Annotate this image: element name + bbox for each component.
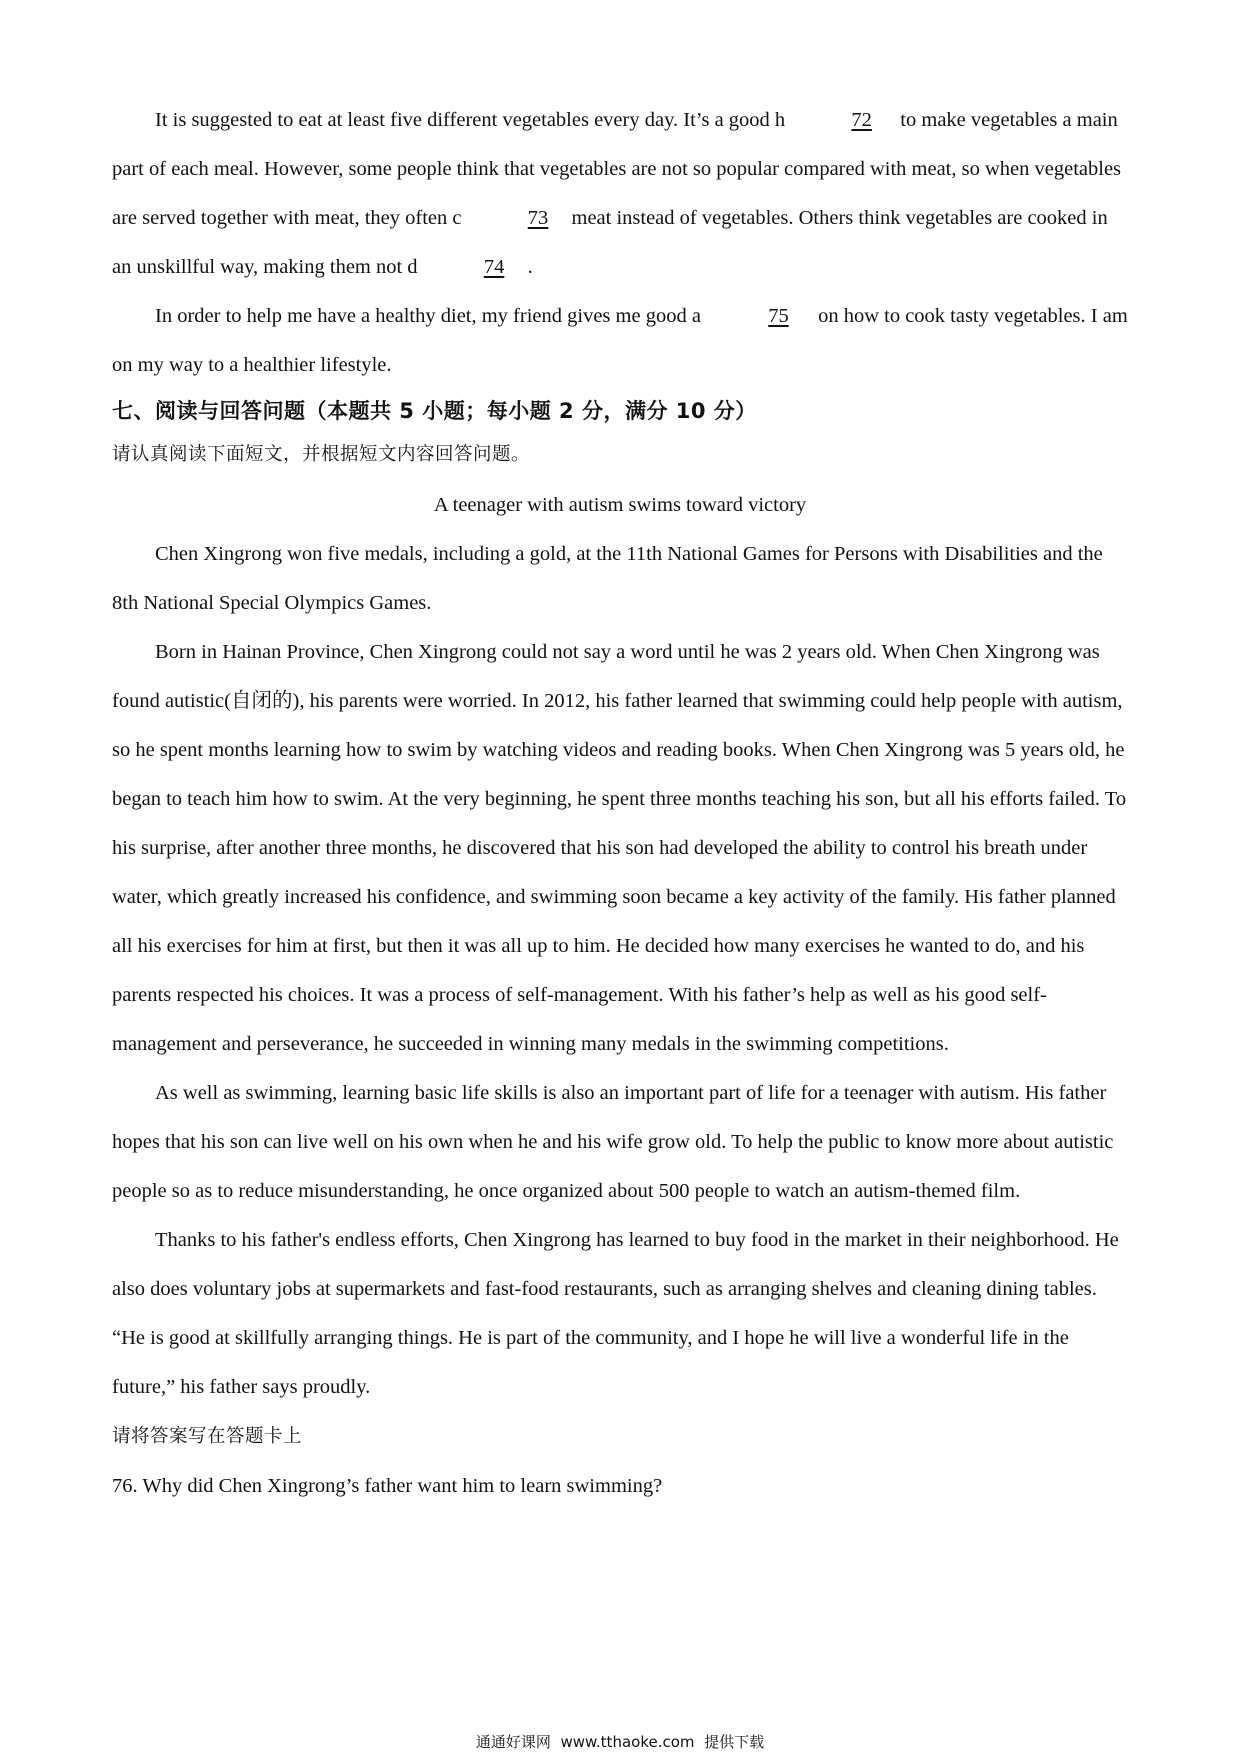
question-76: 76. Why did Chen Xingrong’s father want him to learn swimming?	[112, 1475, 663, 1497]
footer-url-link[interactable]: www.tthaoke.com	[560, 1733, 695, 1751]
cloze-text: on how to cook tasty vegetables. I am on my way to a healthier lifestyle.	[112, 305, 1128, 376]
section-instruction: 请认真阅读下面短文，并根据短文内容回答问题。	[112, 444, 531, 465]
footer-site-name: 通通好课网	[475, 1733, 551, 1751]
page-content	[112, 96, 1128, 1511]
article-paragraph-4: Thanks to his father's endless efforts, Chen Xingrong has learned to buy food in the market in their neighborhood. He also does voluntary jobs at supermarkets and fast-food restaurants, such as arranging shelves and cleaning dining tables. “He is good at skillfully arranging things. He is part of the community, and I hope he will live a wonderful life in the future,” his father says proudly.	[112, 1229, 1119, 1398]
answer-note: 请将答案写在答题卡上	[112, 1426, 303, 1447]
cloze-text: It is suggested to eat at least five different vegetables every day. It’s a good h	[155, 109, 786, 131]
cloze-paragraph-1	[112, 96, 1128, 292]
article-paragraph-3: As well as swimming, learning basic life skills is also an important part of life for a teenager with autism. His father hopes that his son can live well on his own when he and his wife grow old. To help the public to know more about autistic people so as to reduce misunderstanding, he once organized about 500 people to watch an autism-themed film.	[112, 1082, 1114, 1202]
footer-suffix: 提供下载	[704, 1733, 765, 1751]
cloze-text: to make vegetables a main part of each meal. However, some people think that vegetables are not so popular compared with meat, so when vegetables are served together with meat, they often c	[112, 109, 1122, 229]
blank-72: 72	[851, 109, 872, 131]
cloze-text: In order to help me have a healthy diet, my friend gives me good a	[155, 305, 701, 327]
section-heading: 七、阅读与回答问题（本题共 5 小题；每小题 2 分，满分 10 分）	[112, 399, 757, 423]
cloze-text: .	[527, 256, 533, 278]
page-footer	[0, 1732, 1240, 1752]
blank-73: 73	[527, 207, 549, 229]
blank-74: 74	[483, 256, 505, 278]
article-title: A teenager with autism swims toward victory	[433, 494, 807, 516]
cloze-text: meat instead of vegetables. Others think vegetables are cooked in an unskillful way, making them not d	[112, 207, 1108, 278]
blank-75: 75	[768, 305, 789, 327]
article-paragraph-2: Born in Hainan Province, Chen Xingrong could not say a word until he was 2 years old. When Chen Xingrong was found autistic(自闭的), his parents were worried. In 2012, his father learned that swimming could help people with autism, so he spent months learning how to swim by watching videos and reading books. When Chen Xingrong was 5 years old, he began to teach him how to swim. At the very beginning, he spent three months teaching his son, but all his efforts failed. To his surprise, after another three months, he discovered that his son had developed the ability to control his breath under water, which greatly increased his confidence, and swimming soon became a key activity of the family. His father planned all his exercises for him at first, but then it was all up to him. He decided how many exercises he wanted to do, and his parents respected his choices. It was a process of self-management. With his father’s help as well as his good self-management and perseverance, he succeeded in winning many medals in the swimming competitions.	[112, 641, 1127, 1055]
article-paragraph-1: Chen Xingrong won five medals, including a gold, at the 11th National Games for Persons with Disabilities and the 8th National Special Olympics Games.	[112, 543, 1103, 614]
cloze-paragraph-2	[112, 292, 1128, 390]
